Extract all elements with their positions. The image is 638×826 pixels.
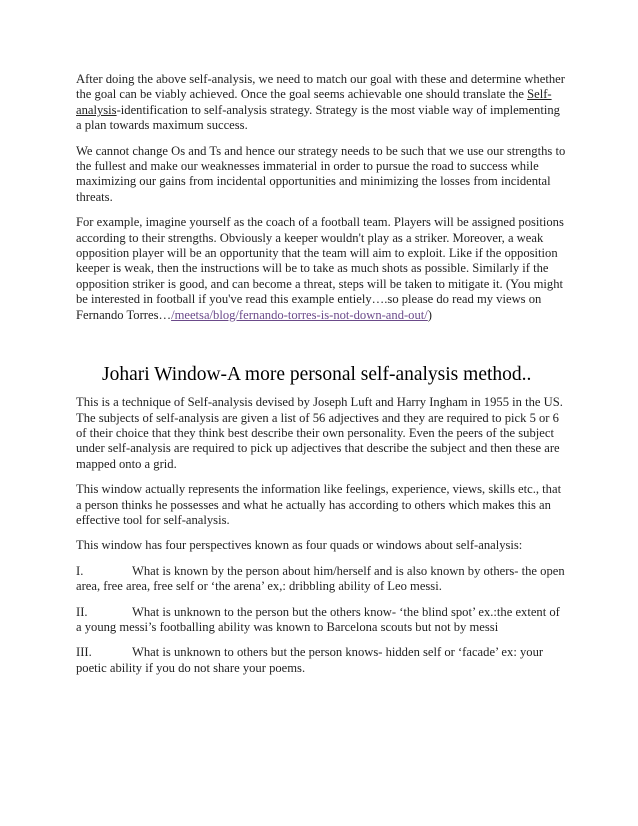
- paragraph-text: For example, imagine yourself as the coach of a football team. Players will be assigned positions according to their strengths. Obviously a keeper wouldn't play as a striker. Moreover, a weak opposition player will be an opportunity that the team will aim to exploit. Like if the opposition keeper is weak, then the instructions will be to take as much shots as possible. Similarly if the opposition striker is good, and can become a threat, steps will be taken to mitigate it. (You might be interested in football if you've read this example entiely….so please do read my views on Fernando Torres…: [76, 215, 564, 322]
- list-item: [76, 605, 566, 636]
- list-text: What is known by the person about him/herself and is also known by others- the open area, free area, free self or ‘the arena’ ex,: dribbling ability of Leo messi.: [76, 563, 565, 594]
- paragraph-text: After doing the above self-analysis, we need to match our goal with these and determine whether the goal can be viably achieved. Once the goal seems achievable one should translate the: [76, 72, 565, 102]
- paragraph-text: ): [427, 307, 432, 322]
- list-number: III.: [76, 645, 92, 660]
- list-item: [76, 645, 566, 676]
- paragraph-football-example: [76, 215, 566, 323]
- torres-blog-link[interactable]: /meetsa/blog/fernando-torres-is-not-down-and-out/: [171, 307, 428, 322]
- paragraph-johari-window: This window actually represents the information like feelings, experience, views, skills etc., that a person thinks he possesses and what he actually has according to others which makes this an effective tool for self-analysis.: [76, 482, 562, 527]
- list-text: What is unknown to the person but the others know- ‘the blind spot’ ex.:the extent of a young messi’s footballing ability was known to Barcelona scouts but not by messi: [76, 604, 560, 634]
- paragraph-four-quads: This window has four perspectives known as four quads or windows about self-analysis:: [76, 538, 523, 553]
- list-item: [76, 564, 566, 595]
- list-number: I.: [76, 563, 84, 578]
- johari-heading: Johari Window-A more personal self-analysis method..: [102, 364, 532, 386]
- list-text: What is unknown to others but the person knows- hidden self or ‘facade’ ex: your poetic ability if you do not share your poems.: [76, 645, 544, 675]
- paragraph-johari-intro: This is a technique of Self-analysis devised by Joseph Luft and Harry Ingham in 1955 in the US. The subjects of self-analysis are given a list of 56 adjectives and they are required to pick 5 or 6 of their choice that they think best describe their own personality. Even the peers of the subject under self-analysis are required to pick up adjectives that describe the subject and then these are mapped onto a grid.: [76, 395, 563, 471]
- list-number: II.: [76, 604, 88, 619]
- paragraph-strategy: [76, 72, 566, 134]
- paragraph-text: -identification to self-analysis strategy. Strategy is the most viable way of implementing a plan towards maximum success.: [76, 102, 560, 133]
- self-analysis-underlined: Self-analysis: [76, 87, 552, 117]
- paragraph-swot: We cannot change Os and Ts and hence our strategy needs to be such that we use our strengths to the fullest and make our weaknesses immaterial in order to pursue the road to success while maximizing our gains from incidental opportunities and minimizing the losses from incidental threats.: [76, 143, 566, 204]
- document-page: [76, 72, 566, 686]
